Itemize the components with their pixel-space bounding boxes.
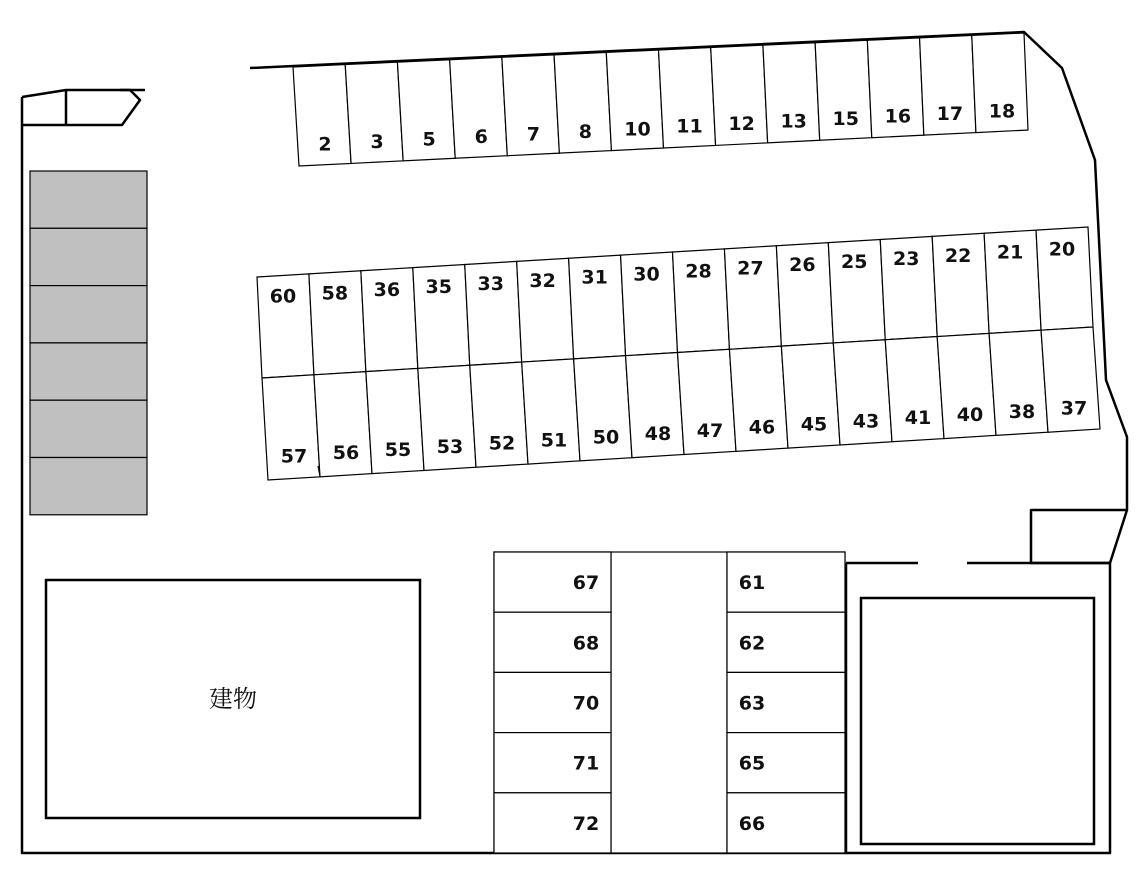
space-number: 33 bbox=[477, 272, 504, 295]
space-number: 57 bbox=[280, 445, 308, 468]
space-number: 72 bbox=[572, 812, 600, 835]
space-number: 17 bbox=[936, 102, 964, 125]
space-number: 27 bbox=[737, 257, 764, 280]
space-number: 28 bbox=[685, 260, 712, 283]
parking-row-top bbox=[293, 33, 1028, 166]
space-number: 71 bbox=[572, 752, 600, 775]
space-number: 3 bbox=[370, 131, 384, 154]
space-number: 48 bbox=[644, 423, 672, 446]
space-number: 60 bbox=[269, 285, 297, 308]
space-number: 55 bbox=[384, 439, 412, 462]
space-number: 68 bbox=[572, 632, 600, 655]
space-number: 58 bbox=[321, 282, 349, 305]
space-number: 66 bbox=[738, 812, 766, 835]
parking-row-bottom bbox=[494, 552, 845, 853]
space-number: 21 bbox=[996, 241, 1024, 264]
reserved-space bbox=[30, 228, 147, 285]
reserved-space bbox=[30, 286, 147, 343]
space-number: 18 bbox=[988, 100, 1016, 123]
space-number: 41 bbox=[904, 407, 932, 430]
space-number: 38 bbox=[1008, 400, 1036, 423]
space-number: 22 bbox=[944, 244, 972, 267]
space-number: 63 bbox=[738, 692, 766, 715]
space-number: 45 bbox=[800, 413, 828, 436]
space-number: 5 bbox=[422, 128, 436, 151]
building bbox=[46, 580, 420, 818]
space-number: 6 bbox=[474, 126, 488, 148]
space-number: 53 bbox=[436, 435, 464, 458]
space-number: 51 bbox=[540, 429, 568, 452]
space-number: 11 bbox=[676, 115, 703, 138]
space-number: 20 bbox=[1048, 238, 1076, 261]
right-block bbox=[861, 598, 1094, 844]
space-number: 70 bbox=[572, 692, 600, 715]
reserved-space bbox=[30, 400, 147, 457]
space-number: 30 bbox=[633, 263, 660, 286]
space-number: 61 bbox=[738, 572, 766, 595]
space-number: 40 bbox=[956, 403, 984, 426]
space-number: 43 bbox=[852, 410, 880, 433]
space-number: 47 bbox=[696, 419, 724, 442]
space-number: 67 bbox=[572, 572, 600, 595]
reserved-space bbox=[30, 458, 147, 515]
reserved-spaces bbox=[30, 171, 147, 515]
space-number: 65 bbox=[738, 752, 766, 775]
space-number: 16 bbox=[884, 105, 912, 128]
space-number: 23 bbox=[892, 247, 920, 270]
space-number: 15 bbox=[832, 108, 859, 130]
reserved-space bbox=[30, 343, 147, 400]
space-number: 62 bbox=[738, 632, 766, 655]
space-number: 31 bbox=[581, 266, 608, 289]
space-number: 10 bbox=[624, 118, 651, 141]
space-number: 7 bbox=[526, 123, 540, 146]
space-number: 46 bbox=[748, 416, 776, 439]
space-number: 26 bbox=[789, 254, 816, 277]
space-number: 12 bbox=[728, 113, 755, 136]
space-number: 2 bbox=[318, 133, 332, 156]
building-label: 建物 bbox=[209, 685, 257, 713]
space-number: 36 bbox=[373, 279, 401, 302]
space-number: 37 bbox=[1060, 397, 1088, 420]
space-number: 52 bbox=[488, 432, 516, 455]
space-number: 32 bbox=[529, 269, 556, 292]
space-number: 50 bbox=[592, 426, 620, 449]
space-number: 25 bbox=[841, 251, 868, 274]
space-number: 56 bbox=[332, 442, 360, 465]
space-number: 13 bbox=[780, 110, 807, 133]
space-number: 8 bbox=[578, 120, 593, 143]
parking-row-middle bbox=[257, 227, 1100, 480]
space-number: 35 bbox=[425, 276, 453, 299]
reserved-space bbox=[30, 171, 147, 228]
